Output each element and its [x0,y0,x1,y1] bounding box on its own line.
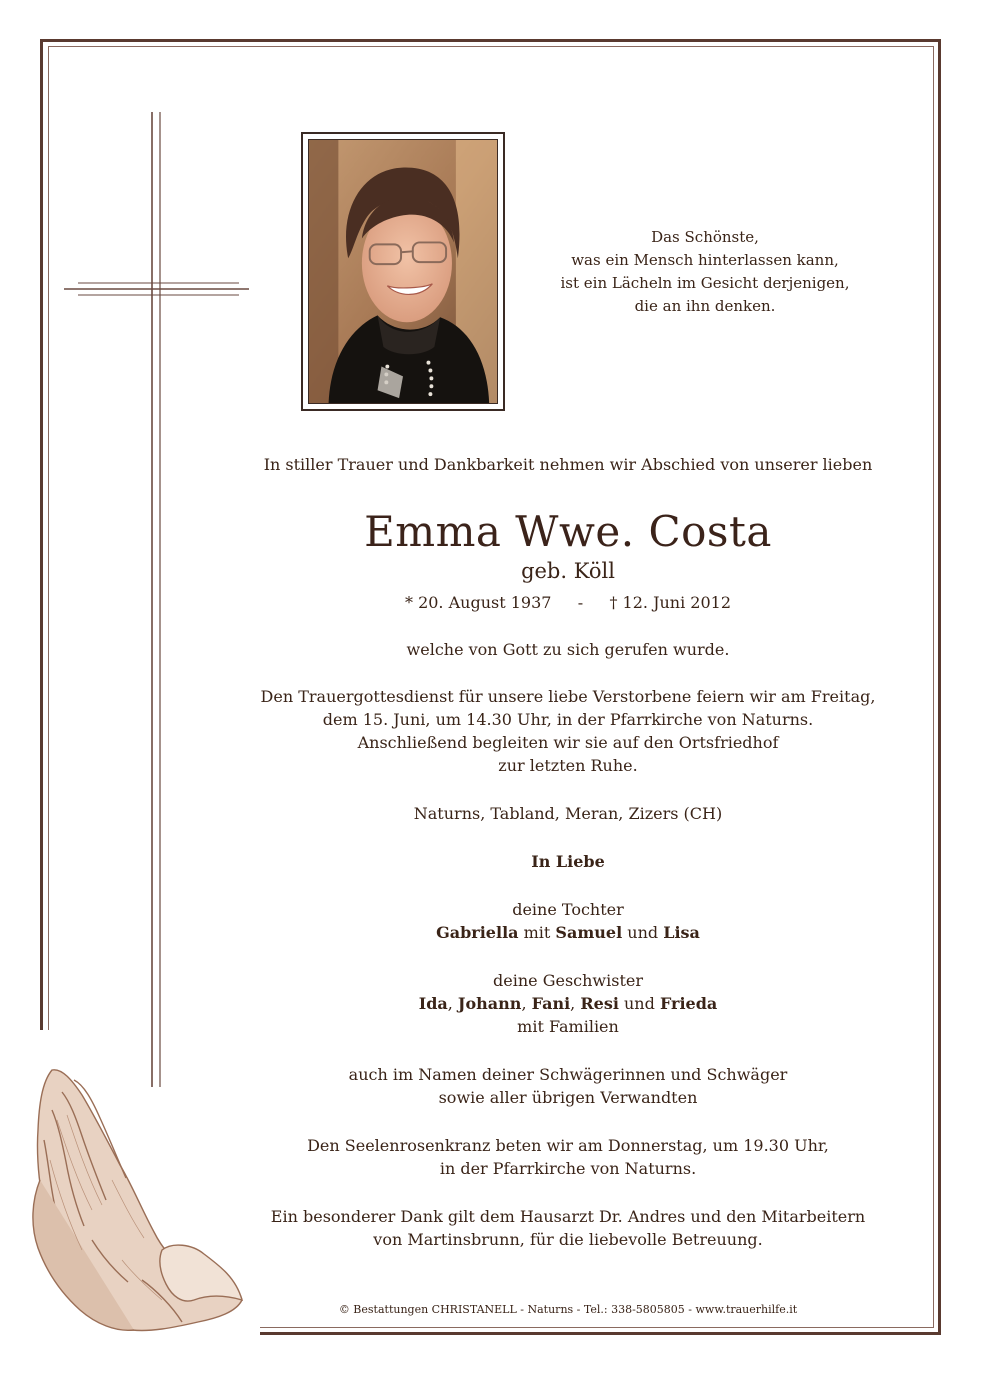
families-line: mit Familien [517,1017,619,1036]
service-line: dem 15. Juni, um 14.30 Uhr, in der Pfarrkirche von Naturns. [322,710,814,729]
daughter-label: deine Tochter [512,900,624,919]
siblings-label: deine Geschwister [493,971,643,990]
siblings-block [250,969,886,1038]
grandchild-name: Lisa [663,923,700,942]
service-line: Den Trauergottesdienst für unsere liebe Verstorbene feiern wir am Freitag, [260,687,876,706]
rosary-block [250,1134,886,1180]
sibling-name: Ida [418,994,448,1013]
relatives-line: sowie aller übrigen Verwandten [438,1088,698,1107]
rosary-line: Den Seelenrosenkranz beten wir am Donnerstag, um 19.30 Uhr, [307,1136,829,1155]
relatives-block [250,1063,886,1109]
deceased-name: Emma Wwe. Costa [364,507,772,556]
grandchild-name: Samuel [555,923,623,942]
in-love-line: In Liebe [531,852,605,871]
quote-line: was ein Mensch hinterlassen kann, [571,251,839,269]
daughter-name: Gabriella [436,923,519,942]
portrait-photo [309,140,497,403]
thanks-block [250,1205,886,1251]
life-dates [250,591,886,614]
portrait-mat [308,139,498,404]
service-paragraph [250,685,886,777]
daughter-block [250,898,886,944]
intro-line: In stiller Trauer und Dankbarkeit nehmen wir Abschied von unserer lieben [263,455,873,474]
date-separator: - [577,593,584,612]
sibling-name: Johann [457,994,522,1013]
places-line: Naturns, Tabland, Meran, Zizers (CH) [413,804,723,823]
obituary-text [250,453,886,1251]
quote-line: ist ein Lächeln im Gesicht derjenigen, [560,274,850,292]
thanks-line: von Martinsbrunn, für die liebevolle Betreuung. [373,1230,763,1249]
quote-line: Das Schönste, [651,228,759,246]
siblings-names: Ida, Johann, Fani, Resi und Frieda [418,994,718,1013]
memorial-quote [560,226,850,318]
birth-date: * 20. August 1937 [404,593,552,612]
death-date: † 12. Juni 2012 [609,593,732,612]
conjunction: und [624,994,655,1013]
cross-icon [64,112,249,1087]
conjunction: mit [523,923,551,942]
undertaker-footer: © Bestattungen CHRISTANELL - Naturns - Tel.: 338-5805805 - www.trauerhilfe.it [338,1303,798,1316]
called-home-line: welche von Gott zu sich gerufen wurde. [406,640,730,659]
sibling-name: Frieda [659,994,718,1013]
maiden-name: geb. Köll [521,559,615,583]
portrait-frame [301,132,505,411]
sibling-name: Fani [531,994,571,1013]
relatives-line: auch im Namen deiner Schwägerinnen und Schwäger [348,1065,788,1084]
thanks-line: Ein besonderer Dank gilt dem Hausarzt Dr. Andres und den Mitarbeitern [270,1207,866,1226]
sibling-name: Resi [580,994,619,1013]
service-line: zur letzten Ruhe. [498,756,638,775]
praying-hands-icon [22,1060,252,1345]
daughter-names [250,921,886,944]
service-line: Anschließend begleiten wir sie auf den Ortsfriedhof [357,733,779,752]
rosary-line: in der Pfarrkirche von Naturns. [439,1159,697,1178]
conjunction: und [627,923,659,942]
quote-line: die an ihn denken. [634,297,776,315]
